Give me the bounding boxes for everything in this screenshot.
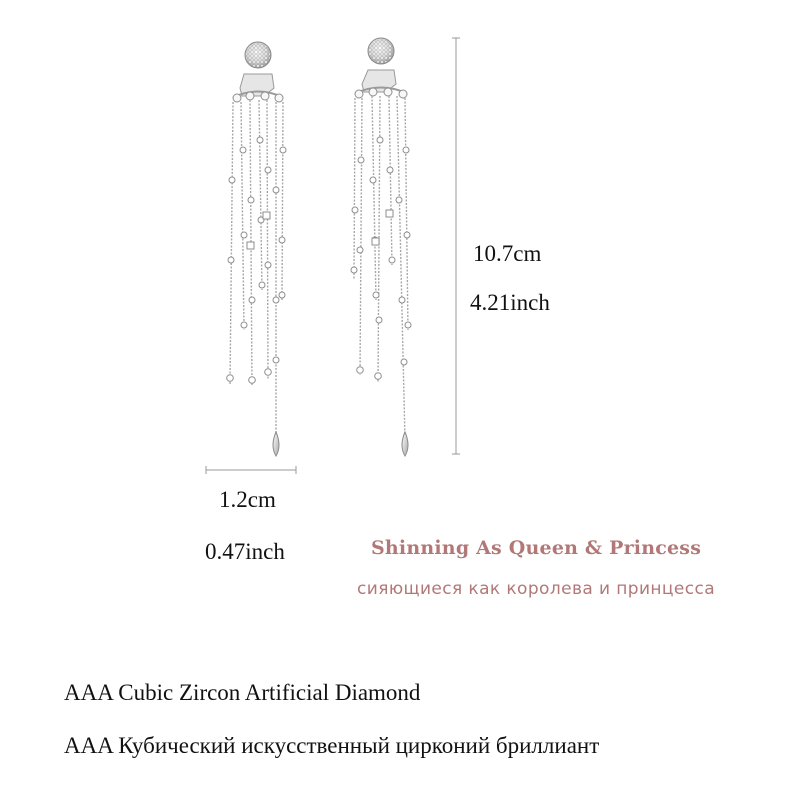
slogan-english: Shinning As Queen & Princess bbox=[371, 537, 702, 559]
length-dimension-line bbox=[452, 38, 460, 454]
width-cm-label: 1.2cm bbox=[219, 487, 276, 512]
right-earring bbox=[351, 38, 411, 456]
material-description-russian: AAA Кубический искусственный цирконий бриллиант bbox=[64, 733, 600, 758]
width-inch-label: 0.47inch bbox=[205, 539, 285, 564]
material-description-english: AAA Cubic Zircon Artificial Diamond bbox=[64, 680, 421, 705]
slogan-russian: сияющиеся как королева и принцесса bbox=[357, 579, 716, 599]
length-cm-label: 10.7cm bbox=[473, 241, 542, 266]
left-earring bbox=[227, 42, 286, 456]
width-dimension-line bbox=[206, 466, 296, 474]
length-inch-label: 4.21inch bbox=[470, 290, 550, 315]
